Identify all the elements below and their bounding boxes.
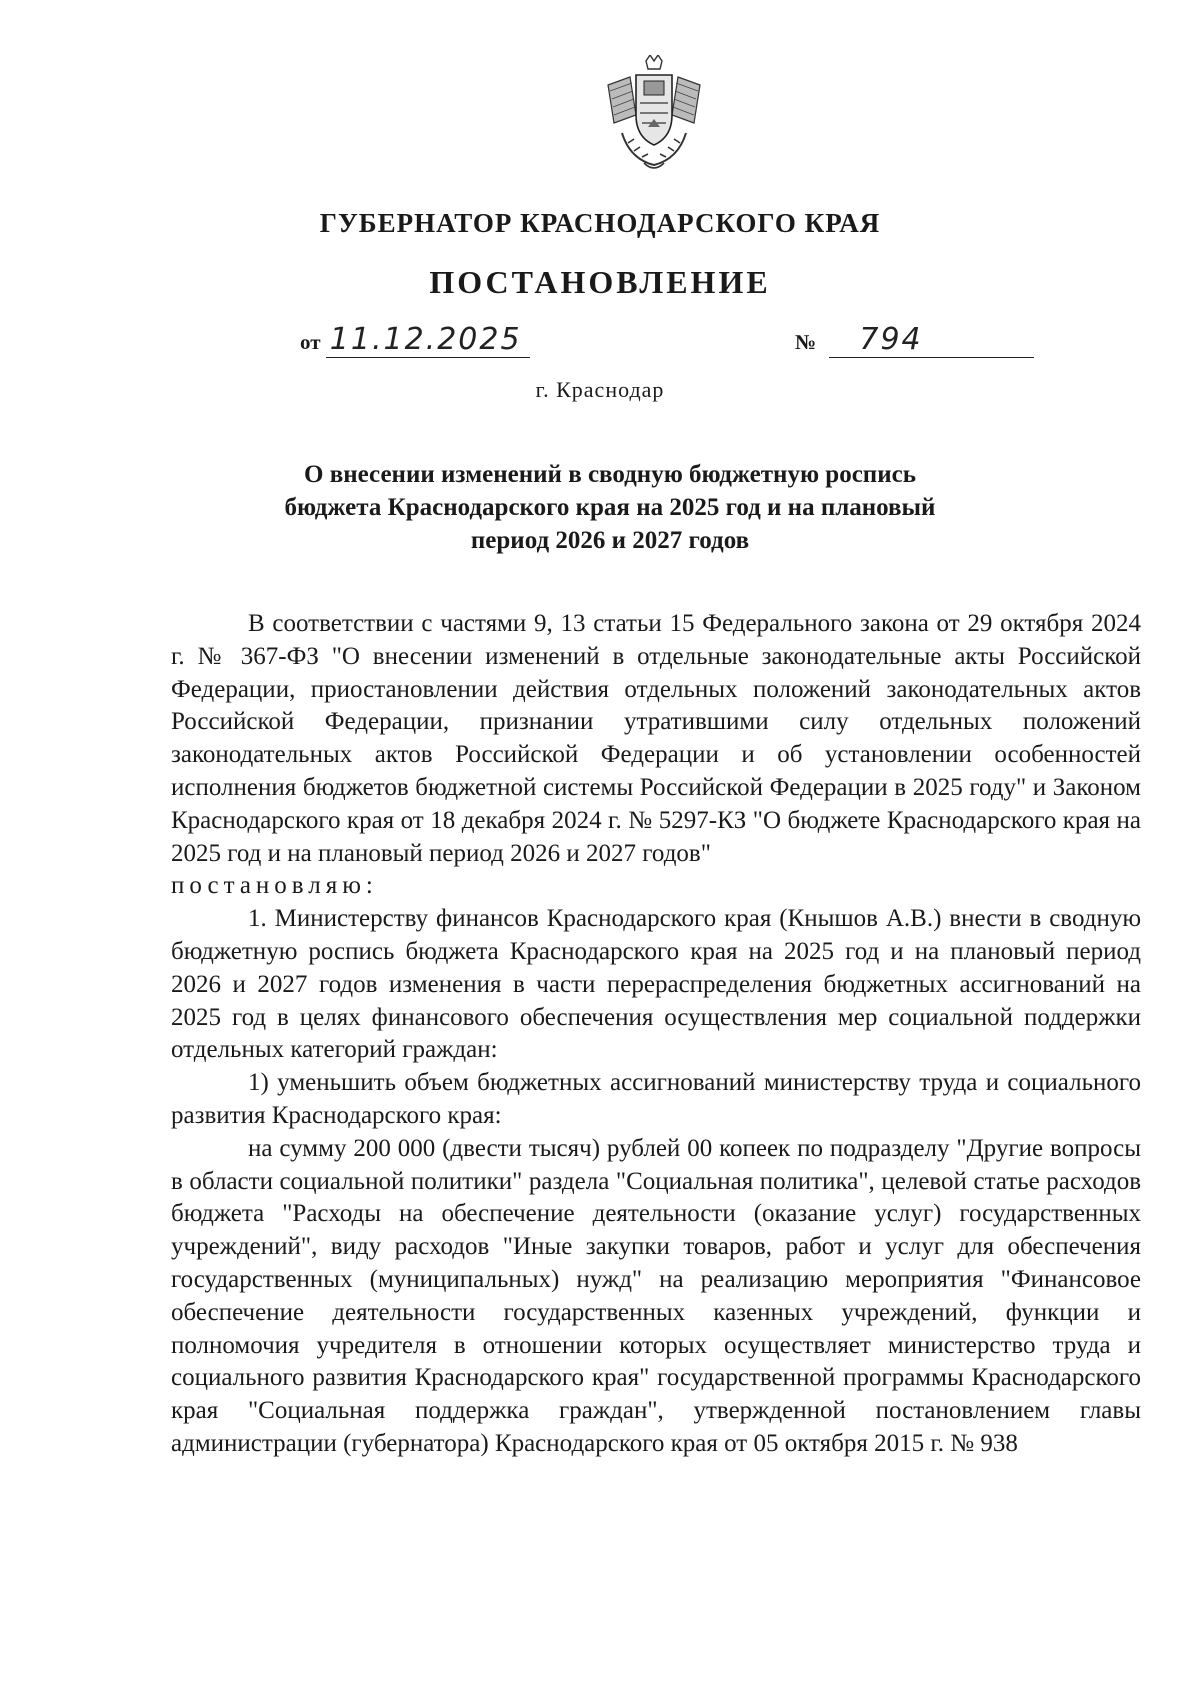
coat-of-arms-emblem <box>600 55 708 173</box>
date-field <box>300 322 530 358</box>
clause-1-paragraph: 1. Министерству финансов Краснодарского края (Кнышов А.В.) внести в сводную бюджетную роспись бюджета Краснодарского края на 2025 год и на плановый период 2026 и 2027 годов изменения в части перераспределения бюджетных ассигнований на 2025 год в целях финансового обеспечения осуществления мер социальной поддержки отдельных категорий граждан: <box>171 905 1141 1064</box>
preamble-paragraph: В соответствии с частями 9, 13 статьи 15 Федерального закона от 29 октября 2024 г. № 367-ФЗ "О внесении изменений в отдельные законодательные акты Российской Федерации, приостановлении действия отдельных положений законодательных актов Российской Федерации, признании утратившими силу отдельных положений законодательных актов Российской Федерации и об установлении особенностей исполнения бюджетов бюджетной системы Российской Федерации в 2025 году" и Законом Краснодарского края от 18 декабря 2024 г. № 5297-КЗ "О бюджете Краснодарского края на 2025 год и на плановый период 2026 и 2027 годов" <box>171 610 1141 867</box>
handwritten-date: 11.12.2025 <box>329 322 522 357</box>
subclause-1-paragraph: 1) уменьшить объем бюджетных ассигнований министерству труда и социального развития Краснодарского края: <box>171 1069 1141 1129</box>
amount-paragraph: на сумму 200 000 (двести тысяч) рублей 00 копеек по подразделу "Другие вопросы в области социальной политики" раздела "Социальная политика", целевой статье расходов бюджета "Расходы на обеспечение деятельности (оказание услуг) государственных учреждений", виду расходов "Иные закупки товаров, работ и услуг для обеспечения государственных (муниципальных) нужд" на реализацию мероприятия "Финансовое обеспечение деятельности государственных казенных учреждений, функции и полномочия учредителя в отношении которых осуществляет министерство труда и социального развития Краснодарского края" государственной программы Краснодарского края "Социальная поддержка граждан", утвержденной постановлением главы администрации (губернатора) Краснодарского края от 05 октября 2015 г. № 938 <box>171 1134 1141 1457</box>
date-underline <box>326 322 530 358</box>
date-prefix: от <box>300 330 321 354</box>
number-field <box>795 322 1034 358</box>
subject-line-2: бюджета Краснодарского края на 2025 год и на плановый <box>284 494 936 521</box>
city-location: г. Краснодар <box>535 377 665 402</box>
number-underline <box>829 322 1034 358</box>
issuing-authority: ГУБЕРНАТОР КРАСНОДАРСКОГО КРАЯ <box>319 208 881 238</box>
number-prefix: № <box>795 330 817 354</box>
document-body <box>171 608 1141 1461</box>
subject-line-1: О внесении изменений в сводную бюджетную роспись <box>304 461 916 488</box>
handwritten-number: 794 <box>859 322 923 357</box>
document-subject <box>180 458 1040 557</box>
decree-word: постановляю: <box>171 872 378 900</box>
subject-line-3: период 2026 и 2027 годов <box>470 527 750 554</box>
document-type-title: ПОСТАНОВЛЕНИЕ <box>429 264 771 300</box>
